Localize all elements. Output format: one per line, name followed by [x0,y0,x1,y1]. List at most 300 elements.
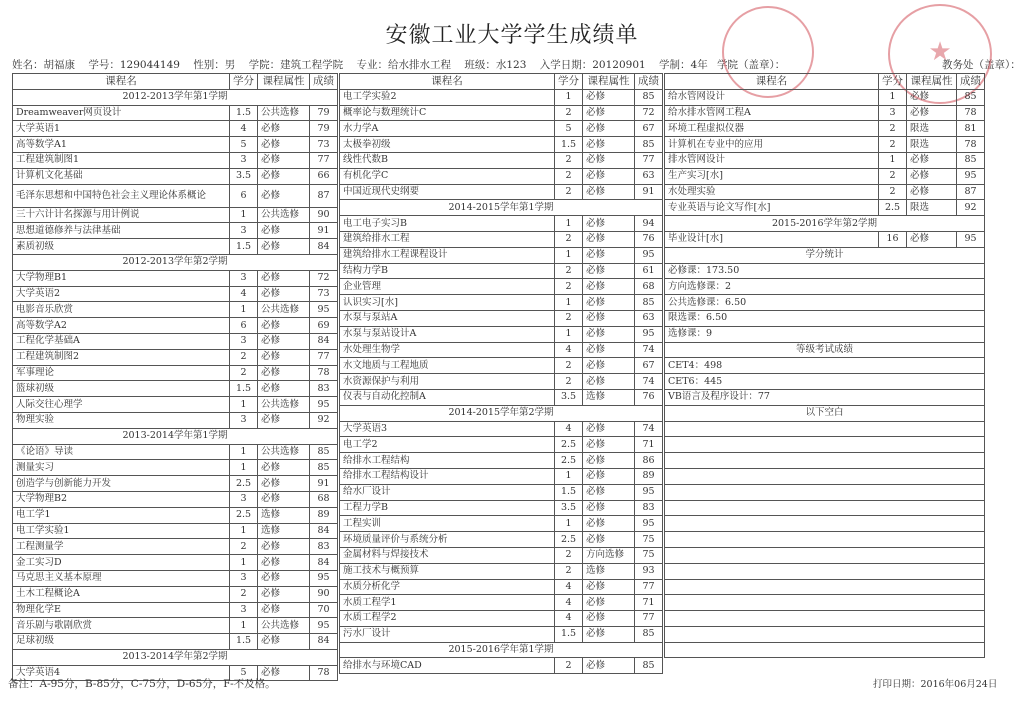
semester-title: 2014-2015学年第2学期 [340,405,663,421]
credit-stat [665,326,985,342]
course-name: 高等数学A2 [13,318,230,334]
course-name: 电影音乐欣赏 [13,302,230,318]
exam-score-text: VB语言及程序设计：77 [665,389,985,405]
blank-cell [665,642,985,658]
course-score: 95 [310,570,338,586]
course-score: 71 [635,437,663,453]
course-type: 必修 [258,349,310,365]
course-row [340,500,663,516]
course-credit: 4 [555,579,583,595]
course-credit: 4 [555,595,583,611]
course-row [340,484,663,500]
course-score: 94 [635,216,663,232]
course-row [13,381,338,397]
credit-stat-text: 限选课：6.50 [665,310,985,326]
course-score: 83 [310,539,338,555]
course-row [340,152,663,168]
course-score: 78 [310,665,338,681]
semester-title: 2014-2015学年第1学期 [340,200,663,216]
course-score: 68 [310,491,338,507]
course-type: 必修 [583,374,635,390]
blank-cell [665,500,985,516]
course-score: 91 [310,223,338,239]
course-credit: 1.5 [230,105,258,121]
course-score: 77 [310,152,338,168]
course-credit: 1 [230,207,258,223]
course-name: 水文地质与工程地质 [340,358,555,374]
course-score: 85 [957,89,985,105]
course-score: 93 [635,563,663,579]
course-score: 78 [310,365,338,381]
course-type: 选修 [258,523,310,539]
course-type: 必修 [583,611,635,627]
course-credit: 6 [230,184,258,207]
grades-column-2 [339,73,663,674]
course-name: 足球初级 [13,634,230,650]
course-credit: 2 [555,547,583,563]
course-name: 军事理论 [13,365,230,381]
course-row [340,468,663,484]
course-row [340,579,663,595]
course-row [340,389,663,405]
course-row [340,342,663,358]
course-score: 78 [957,105,985,121]
course-name: 大学英语4 [13,665,230,681]
course-credit: 3 [879,105,907,121]
course-row [13,444,338,460]
course-score: 89 [635,468,663,484]
course-type: 必修 [583,295,635,311]
course-row [665,89,985,105]
header-row [340,74,663,90]
course-score: 95 [310,618,338,634]
course-row [665,168,985,184]
blank-cell [665,595,985,611]
semester-row [665,405,985,421]
student-gender: 性别：男 [193,59,236,71]
course-name: 工程测量学 [13,539,230,555]
course-type: 选修 [258,507,310,523]
course-score: 84 [310,239,338,255]
course-type: 必修 [583,532,635,548]
course-credit: 6 [230,318,258,334]
course-name: 电工电子实习B [340,216,555,232]
blank-row [665,453,985,469]
header-row [13,74,338,90]
course-type: 公共选修 [258,618,310,634]
course-credit: 1 [230,460,258,476]
course-score: 75 [635,547,663,563]
semester-row [665,342,985,358]
course-credit: 1 [879,89,907,105]
course-row [13,602,338,618]
course-score: 70 [310,602,338,618]
course-score: 71 [635,595,663,611]
course-score: 87 [310,184,338,207]
course-credit: 3 [230,602,258,618]
semester-title: 2013-2014学年第2学期 [13,649,338,665]
header-row [665,74,985,90]
blank-cell [665,516,985,532]
blank-cell [665,579,985,595]
course-score: 95 [635,326,663,342]
course-score: 73 [310,286,338,302]
course-credit: 2.5 [555,453,583,469]
course-score: 85 [635,137,663,153]
course-name: 水处理实验 [665,184,879,200]
course-credit: 2 [555,658,583,674]
course-score: 61 [635,263,663,279]
course-score: 85 [310,444,338,460]
blank-row [665,421,985,437]
course-row [340,658,663,674]
course-type: 必修 [583,121,635,137]
blank-row [665,532,985,548]
course-name: 土木工程概论A [13,586,230,602]
course-name: 工程化学基础A [13,333,230,349]
course-type: 必修 [583,658,635,674]
course-score: 92 [310,412,338,428]
course-credit: 2 [555,105,583,121]
course-score: 84 [310,555,338,571]
student-info [12,57,1022,73]
course-row [340,263,663,279]
credit-stat [665,279,985,295]
course-credit: 1 [555,89,583,105]
grades-column-3 [664,73,985,658]
course-name: 《论语》导读 [13,444,230,460]
course-row [13,105,338,121]
course-credit: 1 [230,555,258,571]
course-name: 中国近现代史纲要 [340,184,555,200]
course-credit: 5 [230,665,258,681]
course-score: 81 [957,121,985,137]
course-type: 必修 [583,310,635,326]
course-name: 电工学2 [340,437,555,453]
course-row [340,184,663,200]
exam-score [665,374,985,390]
course-credit: 2 [879,121,907,137]
course-row [13,570,338,586]
course-score: 68 [635,279,663,295]
course-score: 95 [957,168,985,184]
course-score: 91 [310,476,338,492]
student-college: 学院：建筑工程学院 [248,59,344,71]
course-name: 高等数学A1 [13,137,230,153]
blank-row [665,579,985,595]
course-type: 必修 [258,365,310,381]
course-row [340,105,663,121]
course-score: 73 [310,137,338,153]
course-type: 必修 [583,626,635,642]
course-type: 必修 [583,500,635,516]
course-name: 水质工程学2 [340,611,555,627]
course-name: 计算机在专业中的应用 [665,137,879,153]
course-row [665,200,985,216]
course-name: 水资源保护与利用 [340,374,555,390]
course-type: 限选 [907,200,957,216]
course-name: 环境工程虚拟仪器 [665,121,879,137]
course-score: 95 [635,247,663,263]
course-credit: 2 [555,168,583,184]
course-type: 必修 [258,586,310,602]
course-score: 85 [635,658,663,674]
course-type: 必修 [583,168,635,184]
grades-table-2 [339,73,663,674]
course-name: 电工学实验2 [340,89,555,105]
course-type: 必修 [258,152,310,168]
course-name: 给水排水管网工程A [665,105,879,121]
course-score: 77 [635,152,663,168]
course-score: 85 [957,152,985,168]
course-credit: 2.5 [230,476,258,492]
course-credit: 2 [555,279,583,295]
course-name: 测量实习 [13,460,230,476]
course-row [13,121,338,137]
course-row [13,539,338,555]
course-type: 必修 [583,484,635,500]
course-score: 67 [635,121,663,137]
course-score: 79 [310,121,338,137]
course-type: 必修 [583,468,635,484]
blank-row [665,468,985,484]
course-credit: 4 [230,121,258,137]
course-credit: 1 [555,295,583,311]
enroll-date: 入学日期：20120901 [539,59,646,71]
grades-column-1 [12,73,338,681]
course-type: 必修 [583,152,635,168]
course-row [13,137,338,153]
course-name: 大学物理B1 [13,270,230,286]
course-type: 必修 [583,279,635,295]
course-score: 95 [635,516,663,532]
course-credit: 1 [230,397,258,413]
credit-stat [665,263,985,279]
student-name: 姓名：胡福康 [12,59,75,71]
course-credit: 2 [555,374,583,390]
course-type: 必修 [907,105,957,121]
print-date: 打印日期：2016年06月24日 [873,679,998,690]
course-type: 必修 [258,223,310,239]
course-credit: 1 [555,468,583,484]
course-credit: 1 [555,326,583,342]
course-name: 给水厂设计 [340,484,555,500]
course-header: 课程名 [13,74,230,90]
credit-header: 学分 [555,74,583,90]
course-row [13,302,338,318]
course-score: 90 [310,207,338,223]
course-row [13,184,338,207]
course-score: 85 [635,626,663,642]
course-type: 必修 [583,326,635,342]
score-header: 成绩 [635,74,663,90]
course-name: 给排水工程结构设计 [340,468,555,484]
credit-stat-text: 选修课：9 [665,326,985,342]
course-score: 69 [310,318,338,334]
course-row [340,374,663,390]
course-score: 85 [635,89,663,105]
course-type: 公共选修 [258,207,310,223]
exam-score-text: CET6：445 [665,374,985,390]
course-score: 74 [635,374,663,390]
course-name: 计算机文化基础 [13,168,230,184]
course-credit: 2 [879,168,907,184]
course-credit: 1.5 [555,137,583,153]
course-name: 给排水与环境CAD [340,658,555,674]
course-row [340,611,663,627]
semester-row [340,642,663,658]
course-name: 概率论与数理统计C [340,105,555,121]
course-score: 92 [957,200,985,216]
credit-header: 学分 [879,74,907,90]
course-type: 必修 [907,168,957,184]
course-name: 物理实验 [13,412,230,428]
course-credit: 2.5 [230,507,258,523]
course-credit: 3 [230,333,258,349]
course-credit: 2 [230,349,258,365]
course-type: 必修 [907,152,957,168]
course-credit: 1.5 [555,626,583,642]
course-type: 公共选修 [258,397,310,413]
course-row [340,216,663,232]
blank-cell [665,484,985,500]
course-row [13,507,338,523]
blank-row [665,563,985,579]
course-type: 必修 [258,602,310,618]
course-credit: 2 [555,263,583,279]
course-row [13,586,338,602]
course-score: 84 [310,523,338,539]
course-credit: 1 [230,618,258,634]
course-credit: 2.5 [555,437,583,453]
course-name: 篮球初级 [13,381,230,397]
semester-row [13,254,338,270]
course-name: 线性代数B [340,152,555,168]
course-credit: 3 [230,223,258,239]
course-credit: 5 [555,121,583,137]
blank-row [665,484,985,500]
course-row [665,137,985,153]
course-score: 74 [635,421,663,437]
course-name: 毕业设计[水] [665,231,879,247]
course-credit: 3 [230,570,258,586]
course-type: 必修 [258,121,310,137]
course-row [340,231,663,247]
semester-title: 以下空白 [665,405,985,421]
semester-row [665,247,985,263]
course-credit: 2 [555,152,583,168]
course-name: 专业英语与论文写作[水] [665,200,879,216]
course-type: 限选 [907,121,957,137]
course-row [13,223,338,239]
course-type: 必修 [258,381,310,397]
exam-score [665,389,985,405]
blank-row [665,595,985,611]
course-name: 结构力学B [340,263,555,279]
course-type: 必修 [258,318,310,334]
course-type: 必修 [258,634,310,650]
course-type: 必修 [258,539,310,555]
course-row [340,626,663,642]
course-credit: 3 [230,491,258,507]
student-major: 专业：给水排水工程 [356,59,451,71]
course-header: 课程名 [340,74,555,90]
course-credit: 2 [230,539,258,555]
course-type: 必修 [258,137,310,153]
course-type: 必修 [583,105,635,121]
course-name: 有机化学C [340,168,555,184]
course-row [13,349,338,365]
blank-row [665,642,985,658]
blank-cell [665,453,985,469]
course-score: 95 [635,484,663,500]
blank-row [665,500,985,516]
course-type: 必修 [258,333,310,349]
course-type: 必修 [258,476,310,492]
course-header: 课程名 [665,74,879,90]
exam-score [665,358,985,374]
course-row [13,523,338,539]
course-type: 必修 [258,460,310,476]
course-row [13,491,338,507]
course-score: 83 [310,381,338,397]
course-type: 选修 [583,563,635,579]
semester-title: 2015-2016学年第1学期 [340,642,663,658]
course-type: 公共选修 [258,444,310,460]
course-row [340,247,663,263]
course-credit: 1 [555,216,583,232]
course-type: 必修 [583,342,635,358]
score-header: 成绩 [957,74,985,90]
course-name: 大学英语3 [340,421,555,437]
course-type: 必修 [583,89,635,105]
course-name: 认识实习[水] [340,295,555,311]
blank-row [665,516,985,532]
semester-title: 2012-2013学年第1学期 [13,89,338,105]
course-type: 必修 [258,555,310,571]
course-name: 电工学1 [13,507,230,523]
course-type: 必修 [583,595,635,611]
course-score: 95 [310,397,338,413]
course-row [665,152,985,168]
course-type: 必修 [583,358,635,374]
course-score: 95 [957,231,985,247]
course-credit: 1.5 [555,484,583,500]
blank-cell [665,468,985,484]
course-row [340,437,663,453]
course-row [340,121,663,137]
course-name: 企业管理 [340,279,555,295]
course-name: 污水厂设计 [340,626,555,642]
course-type: 必修 [583,453,635,469]
course-credit: 5 [230,137,258,153]
course-credit: 1 [230,444,258,460]
course-type: 必修 [907,184,957,200]
semester-title: 2012-2013学年第2学期 [13,254,338,270]
course-score: 95 [310,302,338,318]
course-row [13,634,338,650]
course-credit: 3 [230,270,258,286]
course-type: 公共选修 [258,302,310,318]
course-row [340,168,663,184]
course-row [13,365,338,381]
blank-cell [665,532,985,548]
course-type: 必修 [258,184,310,207]
course-credit: 2 [555,358,583,374]
course-row [13,168,338,184]
course-credit: 1.5 [230,634,258,650]
course-name: 建筑给排水工程 [340,231,555,247]
